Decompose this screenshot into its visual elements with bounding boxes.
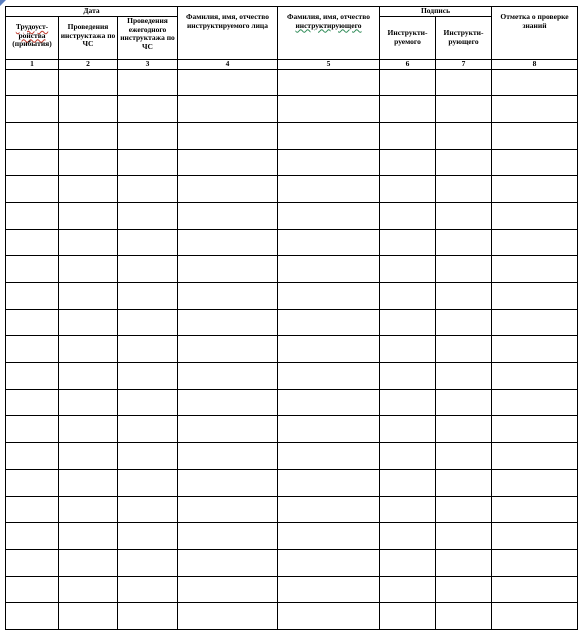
- table-cell[interactable]: [436, 496, 492, 523]
- table-cell[interactable]: [178, 202, 278, 229]
- table-cell[interactable]: [380, 576, 436, 603]
- table-cell[interactable]: [178, 496, 278, 523]
- table-cell[interactable]: [59, 336, 118, 363]
- table-cell[interactable]: [59, 96, 118, 123]
- table-cell[interactable]: [492, 69, 578, 96]
- table-cell[interactable]: [278, 336, 380, 363]
- table-row: [6, 523, 578, 550]
- table-cell[interactable]: [380, 336, 436, 363]
- table-cell[interactable]: [380, 603, 436, 630]
- column-number: 1: [6, 60, 59, 70]
- table-cell[interactable]: [6, 202, 59, 229]
- table-cell[interactable]: [380, 256, 436, 283]
- table-cell[interactable]: [278, 603, 380, 630]
- column-number-row: [6, 60, 578, 70]
- table-cell[interactable]: [59, 149, 118, 176]
- table-cell[interactable]: [59, 69, 118, 96]
- column-number: 2: [59, 60, 118, 70]
- table-cell[interactable]: [178, 363, 278, 390]
- table-cell[interactable]: [178, 176, 278, 203]
- table-cell[interactable]: [492, 363, 578, 390]
- instructor-signature-header: Инструкти-рующего: [436, 17, 492, 60]
- column-number: 5: [278, 60, 380, 70]
- table-cell[interactable]: [59, 122, 118, 149]
- signature-group-header: Подпись: [380, 7, 492, 17]
- table-cell[interactable]: [380, 389, 436, 416]
- table-cell[interactable]: [6, 576, 59, 603]
- table-cell[interactable]: [380, 549, 436, 576]
- table-cell[interactable]: [436, 256, 492, 283]
- table-cell[interactable]: [6, 309, 59, 336]
- employment-date-header: Трудоуст- ройства (прибытия): [6, 17, 59, 60]
- table-row: [6, 496, 578, 523]
- table-row: [6, 469, 578, 496]
- table-cell[interactable]: [178, 603, 278, 630]
- table-cell[interactable]: [6, 496, 59, 523]
- annual-briefing-date-header: Проведения ежегодного инструктажа по ЧС: [118, 17, 178, 60]
- table-cell[interactable]: [278, 256, 380, 283]
- table-cell[interactable]: [6, 363, 59, 390]
- table-cell[interactable]: [436, 336, 492, 363]
- table-cell[interactable]: [492, 122, 578, 149]
- table-cell[interactable]: [436, 603, 492, 630]
- table-cell[interactable]: [178, 443, 278, 470]
- table-cell[interactable]: [492, 549, 578, 576]
- table-row: [6, 69, 578, 96]
- table-cell[interactable]: [278, 149, 380, 176]
- table-cell[interactable]: [436, 283, 492, 310]
- table-cell[interactable]: [59, 176, 118, 203]
- table-row: [6, 229, 578, 256]
- table-cell[interactable]: [278, 416, 380, 443]
- table-row: [6, 443, 578, 470]
- table-cell[interactable]: [436, 389, 492, 416]
- table-cell[interactable]: [59, 496, 118, 523]
- table-cell[interactable]: [59, 389, 118, 416]
- table-cell[interactable]: [118, 389, 178, 416]
- table-cell[interactable]: [492, 229, 578, 256]
- table-row: [6, 389, 578, 416]
- table-row: [6, 283, 578, 310]
- table-cell[interactable]: [278, 309, 380, 336]
- table-cell[interactable]: [59, 229, 118, 256]
- table-cell[interactable]: [6, 256, 59, 283]
- table-cell[interactable]: [59, 202, 118, 229]
- table-cell[interactable]: [380, 283, 436, 310]
- column-number: 3: [118, 60, 178, 70]
- table-cell[interactable]: [6, 549, 59, 576]
- table-cell[interactable]: [492, 256, 578, 283]
- table-cell[interactable]: [6, 283, 59, 310]
- table-cell[interactable]: [178, 149, 278, 176]
- table-cell[interactable]: [6, 229, 59, 256]
- table-cell[interactable]: [118, 603, 178, 630]
- table-cell[interactable]: [278, 443, 380, 470]
- date-group-header: Дата: [6, 7, 178, 17]
- table-cell[interactable]: [436, 549, 492, 576]
- table-cell[interactable]: [59, 256, 118, 283]
- table-cell[interactable]: [380, 416, 436, 443]
- table-cell[interactable]: [118, 122, 178, 149]
- table-cell[interactable]: [118, 576, 178, 603]
- table-cell[interactable]: [118, 523, 178, 550]
- table-cell[interactable]: [436, 309, 492, 336]
- table-cell[interactable]: [6, 416, 59, 443]
- table-cell[interactable]: [436, 363, 492, 390]
- table-cell[interactable]: [380, 96, 436, 123]
- table-cell[interactable]: [492, 576, 578, 603]
- table-cell[interactable]: [118, 363, 178, 390]
- table-cell[interactable]: [178, 416, 278, 443]
- table-cell[interactable]: [492, 469, 578, 496]
- table-cell[interactable]: [278, 122, 380, 149]
- table-row: [6, 149, 578, 176]
- table-cell[interactable]: [178, 576, 278, 603]
- table-cell[interactable]: [6, 389, 59, 416]
- table-cell[interactable]: [118, 443, 178, 470]
- table-cell[interactable]: [492, 523, 578, 550]
- table-row: [6, 96, 578, 123]
- instructor-name-header: Фамилия, имя, отчество инструктирующего: [278, 7, 380, 60]
- column-number: 8: [492, 60, 578, 70]
- briefing-log-table: [5, 6, 578, 630]
- table-cell[interactable]: [278, 283, 380, 310]
- table-cell[interactable]: [492, 336, 578, 363]
- table-cell[interactable]: [278, 523, 380, 550]
- table-cell[interactable]: [380, 469, 436, 496]
- trainee-signature-header: Инструкти-руемого: [380, 17, 436, 60]
- table-cell[interactable]: [6, 96, 59, 123]
- table-cell[interactable]: [118, 496, 178, 523]
- table-cell[interactable]: [380, 496, 436, 523]
- table-cell[interactable]: [278, 469, 380, 496]
- table-cell[interactable]: [59, 549, 118, 576]
- table-cell[interactable]: [436, 443, 492, 470]
- table-cell[interactable]: [380, 363, 436, 390]
- table-cell[interactable]: [436, 96, 492, 123]
- table-cell[interactable]: [380, 443, 436, 470]
- column-number: 4: [178, 60, 278, 70]
- table-cell[interactable]: [118, 229, 178, 256]
- table-cell[interactable]: [178, 122, 278, 149]
- table-cell[interactable]: [492, 283, 578, 310]
- table-cell[interactable]: [118, 256, 178, 283]
- table-body: [6, 69, 578, 629]
- table-cell[interactable]: [178, 523, 278, 550]
- table-cell[interactable]: [178, 256, 278, 283]
- table-cell[interactable]: [118, 96, 178, 123]
- table-cell[interactable]: [436, 202, 492, 229]
- table-cell[interactable]: [492, 176, 578, 203]
- table-cell[interactable]: [436, 576, 492, 603]
- table-cell[interactable]: [118, 309, 178, 336]
- table-row: [6, 256, 578, 283]
- table-cell[interactable]: [178, 283, 278, 310]
- table-cell[interactable]: [178, 309, 278, 336]
- table-cell[interactable]: [278, 96, 380, 123]
- table-cell[interactable]: [278, 389, 380, 416]
- es-briefing-date-header: Проведения инструктажа по ЧС: [59, 17, 118, 60]
- knowledge-check-header: Отметка о проверке знаний: [492, 7, 578, 60]
- table-row: [6, 416, 578, 443]
- table-row: [6, 363, 578, 390]
- table-cell[interactable]: [59, 416, 118, 443]
- table-cell[interactable]: [278, 549, 380, 576]
- table-cell[interactable]: [380, 176, 436, 203]
- table-cell[interactable]: [380, 122, 436, 149]
- table-cell[interactable]: [178, 229, 278, 256]
- table-cell[interactable]: [118, 149, 178, 176]
- table-cell[interactable]: [278, 69, 380, 96]
- table-cell[interactable]: [178, 389, 278, 416]
- table-cell[interactable]: [59, 523, 118, 550]
- table-cell[interactable]: [436, 416, 492, 443]
- table-cell[interactable]: [6, 603, 59, 630]
- table-cell[interactable]: [178, 96, 278, 123]
- table-cell[interactable]: [278, 229, 380, 256]
- table-row: [6, 309, 578, 336]
- table-cell[interactable]: [492, 416, 578, 443]
- table-cell[interactable]: [59, 443, 118, 470]
- table-cell[interactable]: [6, 469, 59, 496]
- table-cell[interactable]: [118, 549, 178, 576]
- table-cell[interactable]: [278, 363, 380, 390]
- table-cell[interactable]: [380, 523, 436, 550]
- table-cell[interactable]: [492, 496, 578, 523]
- table-cell[interactable]: [178, 549, 278, 576]
- table-cell[interactable]: [492, 389, 578, 416]
- table-cell[interactable]: [492, 96, 578, 123]
- table-cell[interactable]: [380, 309, 436, 336]
- table-cell[interactable]: [118, 176, 178, 203]
- table-row: [6, 336, 578, 363]
- table-cell[interactable]: [59, 576, 118, 603]
- table-cell[interactable]: [59, 283, 118, 310]
- table-cell[interactable]: [118, 69, 178, 96]
- table-row: [6, 122, 578, 149]
- table-cell[interactable]: [6, 122, 59, 149]
- table-cell[interactable]: [492, 202, 578, 229]
- table-cell[interactable]: [436, 469, 492, 496]
- column-number: 6: [380, 60, 436, 70]
- table-cell[interactable]: [492, 149, 578, 176]
- table-cell[interactable]: [118, 416, 178, 443]
- table-cell[interactable]: [436, 229, 492, 256]
- table-cell[interactable]: [380, 149, 436, 176]
- table-cell[interactable]: [492, 309, 578, 336]
- table-cell[interactable]: [436, 69, 492, 96]
- table-cell[interactable]: [492, 603, 578, 630]
- table-cell[interactable]: [436, 149, 492, 176]
- table-cell[interactable]: [380, 69, 436, 96]
- column-number: 7: [436, 60, 492, 70]
- table-cell[interactable]: [118, 202, 178, 229]
- table-row: [6, 576, 578, 603]
- table-cell[interactable]: [6, 69, 59, 96]
- table-cell[interactable]: [178, 69, 278, 96]
- table-cell[interactable]: [118, 336, 178, 363]
- table-cell[interactable]: [278, 576, 380, 603]
- table-cell[interactable]: [178, 336, 278, 363]
- table-cell[interactable]: [59, 309, 118, 336]
- table-cell[interactable]: [6, 149, 59, 176]
- table-row: [6, 549, 578, 576]
- table-cell[interactable]: [278, 176, 380, 203]
- table-cell[interactable]: [59, 469, 118, 496]
- table-row: [6, 176, 578, 203]
- table-cell[interactable]: [380, 229, 436, 256]
- trainee-name-header: Фамилия, имя, отчество инструктируемого лица: [178, 7, 278, 60]
- table-cell[interactable]: [436, 122, 492, 149]
- table-cell[interactable]: [59, 363, 118, 390]
- table-row: [6, 603, 578, 630]
- table-cell[interactable]: [178, 469, 278, 496]
- table-cell[interactable]: [436, 523, 492, 550]
- table-cell[interactable]: [59, 603, 118, 630]
- table-cell[interactable]: [6, 443, 59, 470]
- table-cell[interactable]: [6, 176, 59, 203]
- table-cell[interactable]: [436, 176, 492, 203]
- table-cell[interactable]: [278, 202, 380, 229]
- table-cell[interactable]: [6, 336, 59, 363]
- table-cell[interactable]: [492, 443, 578, 470]
- table-cell[interactable]: [380, 202, 436, 229]
- table-cell[interactable]: [278, 496, 380, 523]
- table-row: [6, 202, 578, 229]
- table-cell[interactable]: [6, 523, 59, 550]
- table-cell[interactable]: [118, 469, 178, 496]
- table-cell[interactable]: [118, 283, 178, 310]
